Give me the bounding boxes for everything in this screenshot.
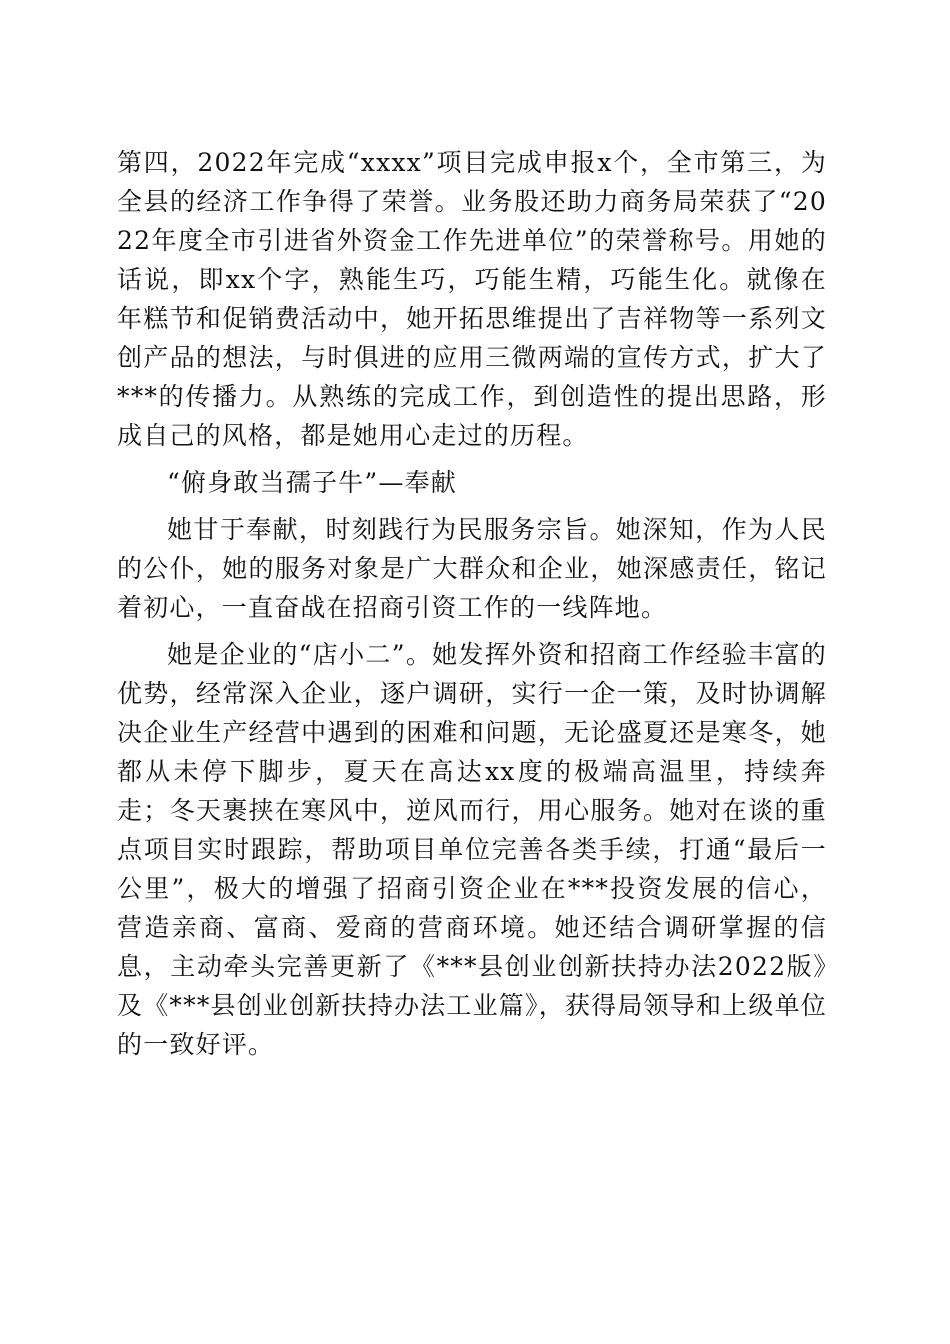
- section-heading: “俯身敢当孺子牛”—奉献: [167, 468, 457, 497]
- paragraph-service: 她是企业的“店小二”。她发挥外资和招商工作经验丰富的优势，经常深入企业，逐户调研，实行一企一策，及时协调解决企业生产经营中遇到的困难和问题，无论盛夏还是寒冬，她都从未停下脚步，夏天在高达xx度的极端高温里，持续奔走；冬天裹挟在寒风中，逆风而行，用心服务。她对在谈的重点项目实时跟踪，帮助项目单位完善各类手续，打通“最后一公里”，极大的增强了招商引资企业在***投资发展的信心，营造亲商、富商、爱商的营商环境。她还结合调研掌握的信息，主动牵头完善更新了《***县创业创新扶持办法2022版》及《***县创业创新扶持办法工业篇》，获得局领导和上级单位的一致好评。: [117, 640, 827, 1059]
- document-page: [117, 143, 827, 1064]
- paragraph-gap: [117, 502, 827, 510]
- paragraph-dedication: 她甘于奉献，时刻践行为民服务宗旨。她深知，作为人民的公仆，她的服务对象是广大群众和企业，她深感责任，铭记着初心，一直奋战在招商引资工作的一线阵地。: [117, 515, 827, 622]
- paragraph-achievements: 第四，2022年完成“xxxx”项目完成申报x个，全市第三，为全县的经济工作争得了荣誉。业务股还助力商务局荣获了“2022年度全市引进省外资金工作先进单位”的荣誉称号。用她的话说，即xx个字，熟能生巧，巧能生精，巧能生化。就像在年糕节和促销费活动中，她开拓思维提出了吉祥物等一系列文创产品的想法，与时俱进的应用三微两端的宣传方式，扩大了***的传播力。从熟练的完成工作，到创造性的提出思路，形成自己的风格，都是她用心走过的历程。: [117, 148, 827, 450]
- paragraph-gap: [117, 455, 827, 463]
- paragraph-gap: [117, 627, 827, 635]
